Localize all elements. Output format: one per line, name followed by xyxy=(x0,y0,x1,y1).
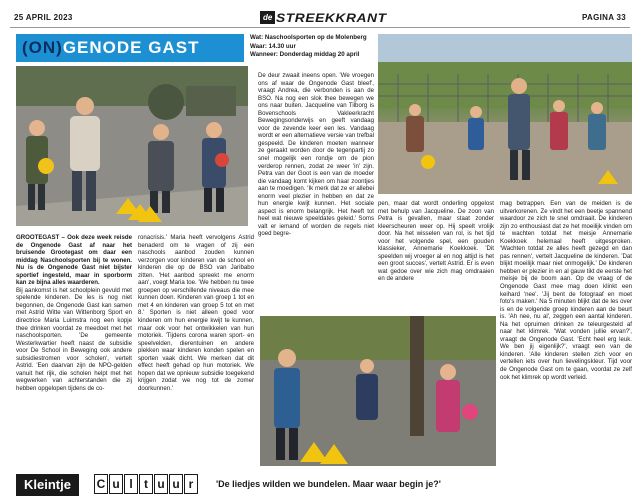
logo-prefix: de xyxy=(260,11,275,24)
kleintje-cultuur-banner xyxy=(16,474,632,496)
article-lead: GROOTEGAST – Ook deze week reisde de Ongenode Gast af naar het bruisende Grootegast om daar een middag Naschoolsporten bij te wonen. Nu is de Ongenode Gast niet bijster sportief ingesteld, maar in sporborm kan ze bijna alles waarderen. xyxy=(16,234,132,287)
article-column-1 xyxy=(16,234,132,466)
cultuur-teaser-quote: 'De liedjes wilden we bundelen. Maar waar begin je?' xyxy=(216,479,441,489)
article-column-4-body: pen, maar dat wordt onderling opgelost met behulp van Jacqueline. De zoon van Petra is gevallen, maar staat zonder kleerscheuren weer op. Hij speelt vrolijk door. Na het wisselen van rol, is het tijd voor het volgende spel, een gouden klassieker, Annemarie Koekkoek. 'Dit speelden wij vroeger al en nog altijd is het een groot succes', vertelt Astrid. Er is even wat gedoe over wie zich mag omdraaien en de andere xyxy=(378,200,494,283)
cultuur-letter: u xyxy=(154,474,168,494)
header-divider xyxy=(10,27,630,28)
page-number: PAGINA 33 xyxy=(581,13,626,22)
article-column-2 xyxy=(138,234,254,466)
cultuur-letter: l xyxy=(124,474,138,494)
article-column-5 xyxy=(500,200,632,468)
article-column-2-body: ronacrisis.' Maria heeft vervolgens Astrid benaderd om te vragen of zij een naschools aanbod zouden kunnen verzorgen voor kinderen van de school en kinderen die op de BSO van Jaribabo zitten. 'Het aanbod spreekt me enorm aan', voegt Maria toe. 'We hebben nu twee groepen op verschillende niveaus die mee kunnen doen. Kinderen van groep 1 tot en met 4 en kinderen van groep 5 tot en met 8.' Sporten is niet alleen goed voor kinderen om hun energie kwijt te kunnen, maar ook voor het ontwikkelen van hun motoriek. 'Tijdens corona waren sport- en speelvelden, dierentuinen en andere plekken waar kinderen konden spelen en sporten vaak dicht. We merken dat dit effect heeft gehad op hun motoriek. We hopen dat we opnieuw subsidie toegekend krijgen zodat we nog tot de zomer doorkunnen.' xyxy=(138,234,254,392)
article-column-5-body: mag betrappen. Een van de meiden is de uitverkorenen. Ze vindt het een beetje spannend waardoor ze zich te snel omdraait. De kinderen zijn zo enthousiast dat ze het moeilijk vinden om te wachten totdat het meisje Annemarie Koekkoek helemaal heeft uitgesproken. 'Wachten totdat ze alles heeft gezegd en dan pas rennen', vertelt Jacqueline de kinderen. 'Dat blijkt moeilijk maar niet onmogelijk.' De kinderen hebben er plezier in en al gauw tikt de eerste het meisje bij de boom aan. Op de vraag of de Ongenode Gast mee mag doen klinkt een keihard 'nee'. 'Jij bent de fotograaf en moet foto's maken.' Na 5 minuten blijkt dat de les over is en de volgende groep kinderen aan de beurt is. 'Ah nee, nu al', zeggen een aantal kinderen. Na het opruimen drinken ze teleurgesteld af naar het klimrek. 'Wat vonden jullie ervan?', vraagt de Ongenode Gast. 'Echt heel erg leuk. We ben jij eigenlijk?', vraagt een van de kinderen. 'Alle kinderen stellen zich voor en vertellen iets over hun lievelingskleur. Tijd voor de Ongenode Gast om te gaan, voordat ze zelf ook het klimrek op wordt verleid. xyxy=(500,200,632,381)
page-header xyxy=(10,8,630,28)
article-column-3-body: De deur zwaait ineens open. 'We vroegen ons af waar de Ongenode Gast bleef', vraagt Andrea, die verbonden is aan de BSO. Na nog een slok thee bewegen we ons naar buiten. Jacqueline van Tilborg is Bovenschools Vakleerkracht Bewegingsonderwijs en geeft vandaag voor de zevende keer een les. Vandaag wordt er een alternatieve versie van trefbal gespeeld. De kinderen moeten wanneer ze geraakt worden door de tegenpartij zo snel mogelijk een rondje om de pion verderop rennen, zodat ze weer 'in' zijn. Petra van der Goot is een van de moeder die vandaag komt kijken om haar zoontjes aan te moedigen. 'Ik merk dat ze er allebei enorm veel plezier in hebben en dat ze hun energie kwijt kunnen. Het sociale aspect is enorm belangrijk. Het heeft tot heel wat nieuwe speeldates geleid.' Soms valt er iemand of worden de regels niet goed begre- xyxy=(258,72,374,238)
cultuur-letter: t xyxy=(139,474,153,494)
kleintje-label: Kleintje xyxy=(16,474,79,496)
newspaper-logo xyxy=(260,10,387,25)
photo-game-by-fence xyxy=(378,34,632,194)
cultuur-letter: u xyxy=(169,474,183,494)
info-wanneer: Wanneer: Donderdag middag 20 april xyxy=(250,51,360,58)
article-title xyxy=(16,34,244,62)
article-column-4 xyxy=(378,200,494,312)
info-waar: Waar: 14.30 uur xyxy=(250,42,296,50)
photo-children-schoolyard xyxy=(16,66,248,226)
cultuur-letter: C xyxy=(94,474,108,494)
cultuur-label xyxy=(94,474,198,496)
cultuur-letter: r xyxy=(184,474,198,494)
article-column-3 xyxy=(258,72,374,312)
article-column-1-body: Bij aankomst is het schoolplein gevuld met spelende kinderen. De les is nog niet begonnen, de Ongenode Gast kan samen met Astrid Witte van Wittenborg Sport en directrice Maria Luimstra nog een kopje thee drinken voordat ze meedoet met het naschoolsporten. 'De gemeente Westerkwartier heeft naast de subsidie voor De School in Beweging ook andere subsidiestromen voor scholen', vertelt Astrid. 'Een daarvan zijn de NPO-gelden vanuit het rijk, die scholen helpt met het wegwerken van achterstanden die zij hebben opgelopen tijdens de co- xyxy=(16,286,132,392)
logo-name: STREEKKRANT xyxy=(276,10,387,25)
title-on: (ON) xyxy=(22,38,63,57)
event-info-box xyxy=(250,34,372,60)
info-wat: Wat: Naschoolsporten op de Molenberg xyxy=(250,34,367,41)
issue-date: 25 APRIL 2023 xyxy=(14,13,73,22)
title-genode-gast: GENODE GAST xyxy=(62,38,200,57)
photo-kids-with-teacher xyxy=(260,316,496,466)
cultuur-letter: u xyxy=(109,474,123,494)
